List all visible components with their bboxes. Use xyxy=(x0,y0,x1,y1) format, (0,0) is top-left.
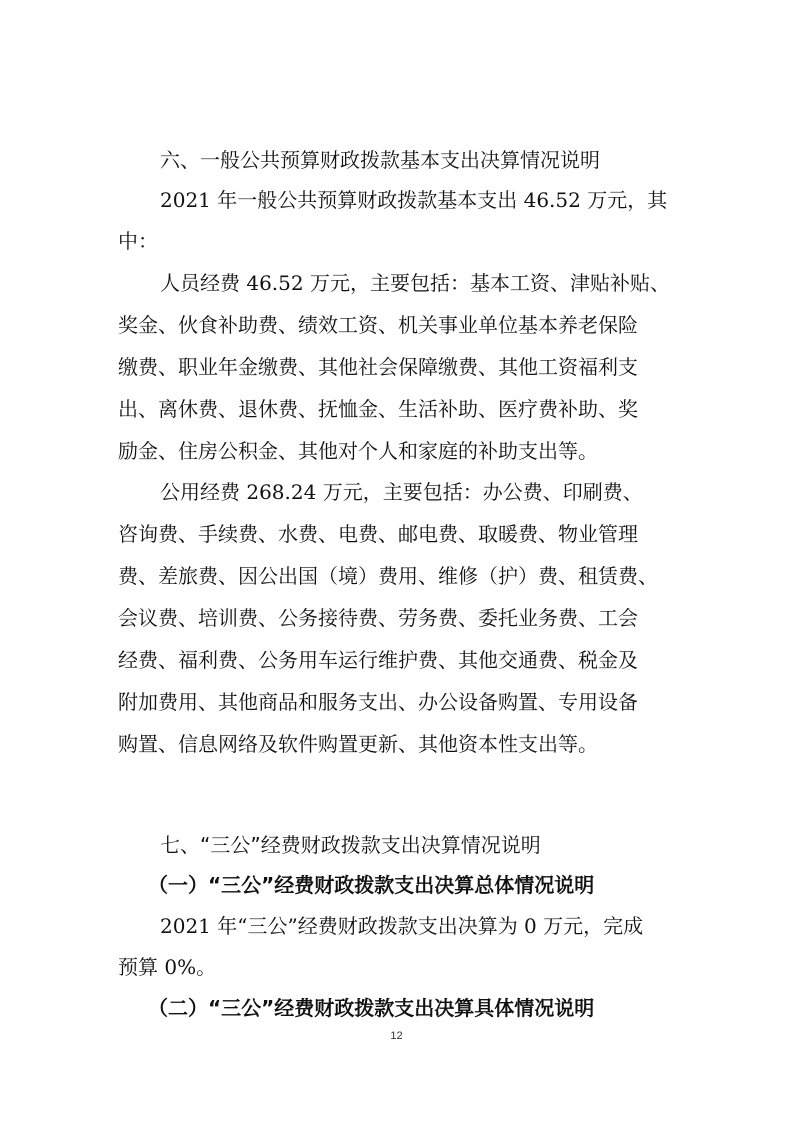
paragraph-line: 出、离休费、退休费、抚恤金、生活补助、医疗费补助、奖 xyxy=(118,397,638,421)
paragraph-line: 缴费、职业年金缴费、其他社会保障缴费、其他工资福利支 xyxy=(118,355,638,379)
paragraph-line: 2021 年“三公”经费财政拨款支出决算为 0 万元，完成 xyxy=(160,914,644,938)
section-6-heading: 六、一般公共预算财政拨款基本支出决算情况说明 xyxy=(160,148,600,172)
paragraph-line: 附加费用、其他商品和服务支出、办公设备购置、专用设备 xyxy=(118,690,638,714)
paragraph-line: 人员经费 46.52 万元，主要包括：基本工资、津贴补贴、 xyxy=(160,271,670,295)
paragraph-line: 公用经费 268.24 万元，主要包括：办公费、印刷费、 xyxy=(160,480,643,504)
paragraph-line: 奖金、伙食补助费、绩效工资、机关事业单位基本养老保险 xyxy=(118,313,638,337)
paragraph-line: 中： xyxy=(118,229,158,253)
page-number: 12 xyxy=(390,1030,403,1042)
paragraph-line: 经费、福利费、公务用车运行维护费、其他交通费、税金及 xyxy=(118,648,638,672)
section-7-heading: 七、“三公”经费财政拨款支出决算情况说明 xyxy=(160,833,541,857)
paragraph-line: 会议费、培训费、公务接待费、劳务费、委托业务费、工会 xyxy=(118,606,638,630)
paragraph-line: 咨询费、手续费、水费、电费、邮电费、取暖费、物业管理 xyxy=(118,522,638,546)
subsection-1-heading: （一）“三公”经费财政拨款支出决算总体情况说明 xyxy=(148,873,595,897)
subsection-2-heading: （二）“三公”经费财政拨款支出决算具体情况说明 xyxy=(148,996,595,1020)
paragraph-line: 励金、住房公积金、其他对个人和家庭的补助支出等。 xyxy=(118,439,598,463)
paragraph-line: 2021 年一般公共预算财政拨款基本支出 46.52 万元，其 xyxy=(160,188,668,212)
paragraph-line: 预算 0%。 xyxy=(118,955,217,979)
paragraph-line: 购置、信息网络及软件购置更新、其他资本性支出等。 xyxy=(118,732,598,756)
paragraph-line: 费、差旅费、因公出国（境）费用、维修（护）费、租赁费、 xyxy=(118,564,658,588)
